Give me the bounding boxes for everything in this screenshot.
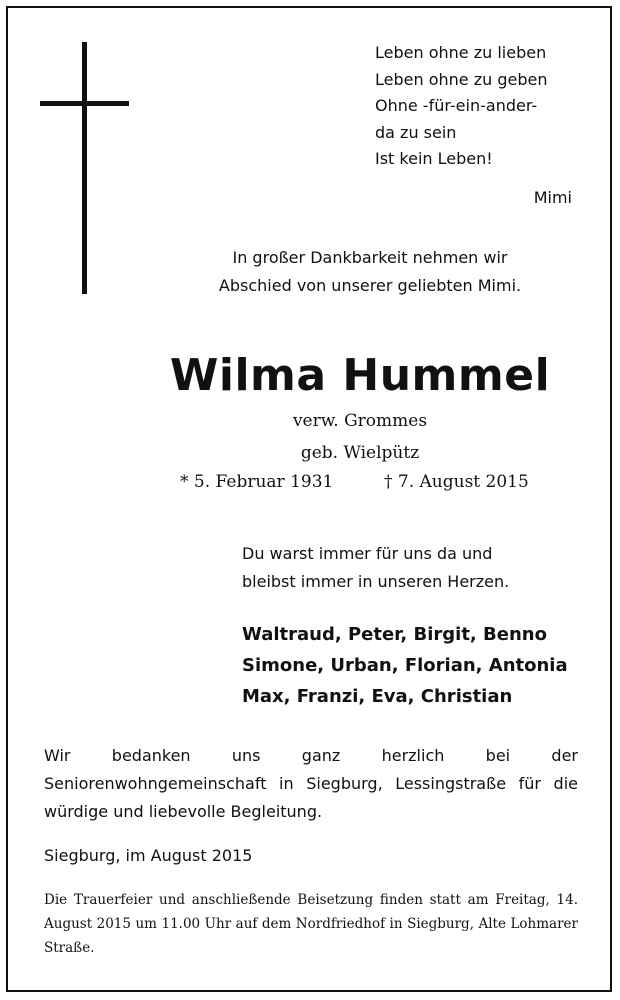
- poem-line: Ist kein Leben!: [375, 149, 493, 168]
- intro-text: [150, 244, 590, 300]
- cross-icon-bar: [40, 101, 129, 106]
- family-line: Waltraud, Peter, Birgit, Benno: [242, 624, 547, 645]
- family-names: [242, 619, 568, 712]
- poem-line: Leben ohne zu geben: [375, 69, 548, 89]
- poem-line: da zu sein: [375, 122, 457, 142]
- poem-author: Mimi: [533, 188, 572, 207]
- funeral-notice: Die Trauerfeier und anschließende Beisetzung finden statt am Freitag, 14. August 2015 um 11.00 Uhr auf dem Nordfriedhof in Siegburg, Alte Lohmarer Straße.: [44, 892, 578, 956]
- quote-line: Du warst immer für uns da und: [242, 544, 493, 563]
- cross-icon: [82, 42, 87, 294]
- poem-line: Leben ohne zu lieben: [375, 43, 547, 62]
- birth-name: geb. Wielpütz: [300, 443, 420, 463]
- death-date: † 7. August 2015: [384, 472, 529, 492]
- deceased-name: Wilma Hummel: [169, 350, 551, 401]
- quote-line: bleibst immer in unseren Herzen.: [242, 572, 510, 591]
- poem: [375, 40, 547, 173]
- poem-line: Ohne -für-ein-ander-: [375, 96, 538, 115]
- thanks-text: Wir bedanken uns ganz herzlich bei der Seniorenwohngemeinschaft in Siegburg, Lessingstraße für die würdige und liebevolle Begleitung.: [44, 746, 578, 821]
- intro-line: In großer Dankbarkeit nehmen wir: [232, 248, 508, 267]
- place-date: Siegburg, im August 2015: [44, 846, 253, 865]
- memorial-quote: [242, 540, 509, 596]
- intro-line: Abschied von unserer geliebten Mimi.: [218, 276, 522, 295]
- birth-date: * 5. Februar 1931: [180, 472, 334, 492]
- family-line: Simone, Urban, Florian, Antonia: [242, 655, 568, 676]
- widowed-name: verw. Grommes: [292, 411, 428, 431]
- family-line: Max, Franzi, Eva, Christian: [242, 686, 513, 707]
